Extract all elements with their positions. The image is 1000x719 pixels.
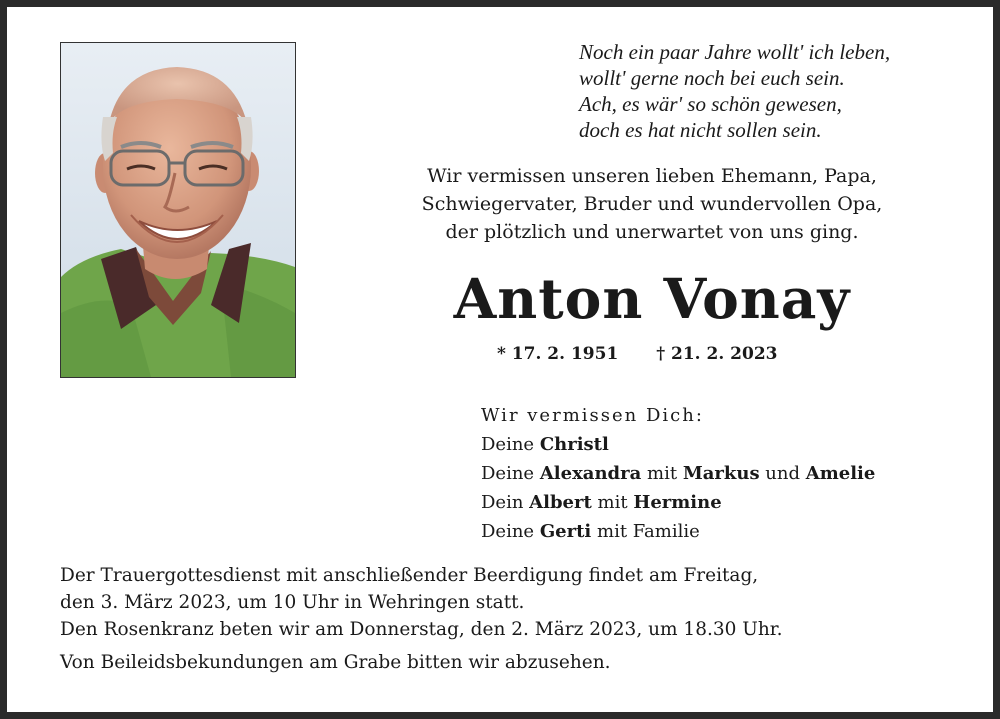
- condolence-note: Von Beileidsbekundungen am Grabe bitten wir abzusehen.: [60, 652, 611, 673]
- mourner-name: Gerti: [539, 521, 592, 542]
- mourner-prefix: Dein: [481, 492, 530, 513]
- mourner-line: [481, 517, 875, 546]
- service-line: den 3. März 2023, um 10 Uhr in Wehringen statt.: [60, 592, 525, 613]
- mourner-name: Markus: [682, 463, 760, 484]
- mourner-line: [481, 459, 875, 488]
- mourners-list: [481, 401, 875, 546]
- mourner-prefix: Deine: [481, 521, 540, 542]
- mourner-suffix: mit Familie: [591, 521, 700, 542]
- poem-line: wollt' gerne noch bei euch sein.: [579, 66, 845, 90]
- birth-date: * 17. 2. 1951: [497, 344, 619, 364]
- deceased-name: Anton Vonay: [453, 266, 851, 331]
- mourner-connector: mit: [591, 492, 634, 513]
- poem-verse: [579, 39, 890, 143]
- mourner-name: Albert: [529, 492, 592, 513]
- death-date: † 21. 2. 2023: [656, 344, 778, 364]
- mourner-line: [481, 488, 875, 517]
- mourner-prefix: Deine: [481, 463, 540, 484]
- life-dates: [497, 343, 778, 365]
- poem-line: Noch ein paar Jahre wollt' ich leben,: [579, 40, 891, 64]
- mourner-prefix: Deine: [481, 434, 540, 455]
- mourner-name: Hermine: [633, 492, 722, 513]
- mourner-name: Alexandra: [539, 463, 642, 484]
- service-line: Den Rosenkranz beten wir am Donnerstag, den 2. März 2023, um 18.30 Uhr.: [60, 619, 783, 640]
- mourner-name: Amelie: [805, 463, 876, 484]
- intro-line: Schwiegervater, Bruder und wundervollen Opa,: [421, 193, 883, 215]
- mourners-heading: Wir vermissen Dich:: [481, 405, 704, 426]
- intro-text: [332, 162, 972, 246]
- mourner-connector: und: [759, 463, 806, 484]
- portrait-photo: [60, 42, 296, 378]
- mourner-name: Christl: [539, 434, 609, 455]
- intro-line: Wir vermissen unseren lieben Ehemann, Papa,: [427, 165, 877, 187]
- mourner-connector: mit: [641, 463, 683, 484]
- mourner-line: [481, 430, 875, 459]
- poem-line: doch es hat nicht sollen sein.: [579, 118, 822, 142]
- intro-line: der plötzlich und unerwartet von uns ging.: [445, 221, 859, 243]
- service-info: [60, 562, 782, 676]
- poem-line: Ach, es wär' so schön gewesen,: [579, 92, 842, 116]
- service-line: Der Trauergottesdienst mit anschließender Beerdigung findet am Freitag,: [60, 565, 759, 586]
